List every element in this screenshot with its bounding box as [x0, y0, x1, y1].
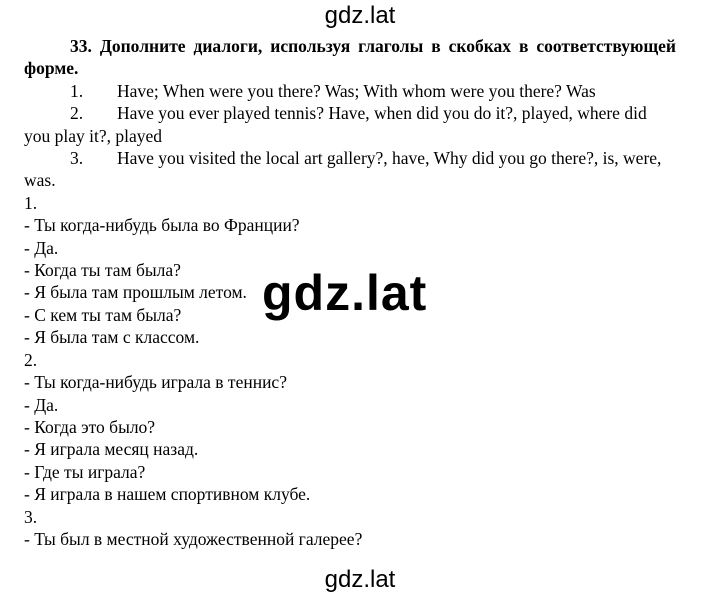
dialogue-line: - Когда это было? — [24, 416, 156, 437]
dialogue-line: - Ты был в местной художественной галерее? — [24, 528, 363, 549]
watermark-top: gdz.lat — [324, 2, 396, 29]
answer-text: Have you visited the local art gallery?, have, Why did you go there?, is, were, was. — [24, 148, 662, 191]
dialogue-line: - Я была там с классом. — [24, 327, 200, 348]
dialogue-line: - Ты когда-нибудь играла в теннис? — [24, 372, 287, 393]
dialogue-3 — [24, 506, 676, 551]
dialogue-number: 3. — [24, 506, 38, 527]
dialogue-line: - Я играла в нашем спортивном клубе. — [24, 484, 311, 505]
watermark-bottom: gdz.lat — [324, 566, 396, 593]
answer-text: Have you ever played tennis? Have, when did you do it?, played, where did you play it?, played — [24, 103, 647, 146]
answer-item-3 — [24, 147, 676, 192]
dialogue-line: - Да. — [24, 394, 59, 415]
dialogue-line: - Где ты играла? — [24, 461, 146, 482]
watermark-center: gdz.lat — [262, 265, 428, 321]
answer-item-2 — [24, 102, 676, 147]
answer-number: 3. — [70, 148, 84, 169]
dialogue-number: 1. — [24, 192, 38, 213]
answer-number: 1. — [70, 80, 84, 101]
dialogue-number: 2. — [24, 349, 38, 370]
dialogue-line: - Ты когда-нибудь была во Франции? — [24, 215, 300, 236]
dialogue-line: - С кем ты там была? — [24, 304, 182, 325]
dialogue-line: - Да. — [24, 237, 59, 258]
dialogue-2 — [24, 349, 676, 506]
dialogue-line: - Когда ты там была? — [24, 260, 181, 281]
exercise-heading: 33. Дополните диалоги, используя глаголы в скобках в соответствующей форме. — [24, 36, 676, 79]
answer-number: 2. — [70, 103, 84, 124]
dialogue-line: - Я играла месяц назад. — [24, 439, 199, 460]
dialogue-line: - Я была там прошлым летом. — [24, 282, 247, 303]
answer-text: Have; When were you there? Was; With whom were you there? Was — [117, 80, 596, 101]
answer-item-1 — [24, 80, 676, 102]
